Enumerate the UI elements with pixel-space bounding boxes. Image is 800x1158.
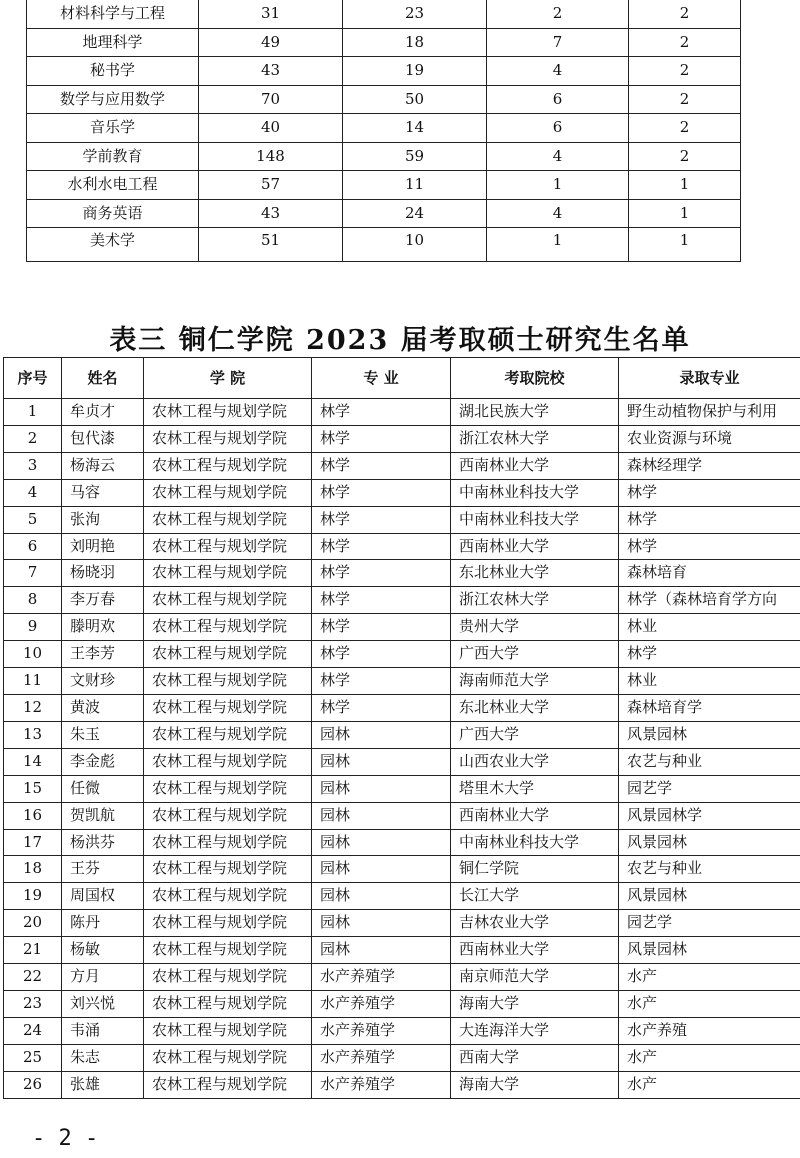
table-row <box>4 748 800 775</box>
student-name-cell: 贺凯航 <box>62 802 144 829</box>
major-cell: 水产养殖学 <box>312 1044 451 1071</box>
index-cell: 2 <box>4 425 62 452</box>
header-index: 序号 <box>4 358 62 399</box>
count-cell: 18 <box>343 28 487 57</box>
student-name-cell: 陈丹 <box>62 910 144 937</box>
major-name-cell: 美术学 <box>27 228 199 262</box>
count-cell: 2 <box>629 0 741 28</box>
index-cell: 10 <box>4 641 62 668</box>
count-cell: 4 <box>487 57 629 86</box>
graduate-admission-table-body <box>4 399 800 1099</box>
count-cell: 148 <box>199 142 343 171</box>
count-cell: 31 <box>199 0 343 28</box>
index-cell: 3 <box>4 452 62 479</box>
major-name-cell: 音乐学 <box>27 114 199 143</box>
college-cell: 农林工程与规划学院 <box>144 1071 312 1098</box>
count-cell: 2 <box>629 142 741 171</box>
admitted-university-cell: 浙江农林大学 <box>451 587 619 614</box>
count-cell: 1 <box>629 199 741 228</box>
table-row <box>4 1017 800 1044</box>
student-name-cell: 杨敏 <box>62 937 144 964</box>
student-name-cell: 王李芳 <box>62 641 144 668</box>
admitted-major-cell: 农艺与种业 <box>619 748 800 775</box>
table-row <box>27 171 741 200</box>
index-cell: 20 <box>4 910 62 937</box>
table-row <box>4 425 800 452</box>
admitted-major-cell: 园艺学 <box>619 775 800 802</box>
major-cell: 林学 <box>312 641 451 668</box>
student-name-cell: 马容 <box>62 479 144 506</box>
count-cell: 11 <box>343 171 487 200</box>
student-name-cell: 杨晓羽 <box>62 560 144 587</box>
table-row <box>27 114 741 143</box>
major-cell: 林学 <box>312 694 451 721</box>
admitted-major-cell: 林学 <box>619 641 800 668</box>
major-name-cell: 水利水电工程 <box>27 171 199 200</box>
student-name-cell: 滕明欢 <box>62 614 144 641</box>
admitted-major-cell: 水产 <box>619 1044 800 1071</box>
index-cell: 19 <box>4 883 62 910</box>
index-cell: 5 <box>4 506 62 533</box>
major-cell: 水产养殖学 <box>312 1071 451 1098</box>
index-cell: 25 <box>4 1044 62 1071</box>
student-name-cell: 朱玉 <box>62 721 144 748</box>
admitted-major-cell: 森林培育 <box>619 560 800 587</box>
table-row <box>27 228 741 262</box>
count-cell: 19 <box>343 57 487 86</box>
student-name-cell: 杨海云 <box>62 452 144 479</box>
admitted-major-cell: 风景园林 <box>619 937 800 964</box>
table-row <box>4 1071 800 1098</box>
count-cell: 43 <box>199 199 343 228</box>
admitted-university-cell: 西南大学 <box>451 1044 619 1071</box>
count-cell: 14 <box>343 114 487 143</box>
index-cell: 26 <box>4 1071 62 1098</box>
admitted-university-cell: 长江大学 <box>451 883 619 910</box>
count-cell: 10 <box>343 228 487 262</box>
table-row <box>4 506 800 533</box>
header-admitted-major: 录取专业 <box>619 358 800 399</box>
table-row <box>4 533 800 560</box>
admitted-major-cell: 风景园林 <box>619 721 800 748</box>
table-row <box>27 28 741 57</box>
index-cell: 21 <box>4 937 62 964</box>
admitted-university-cell: 西南林业大学 <box>451 802 619 829</box>
admitted-university-cell: 广西大学 <box>451 721 619 748</box>
major-cell: 园林 <box>312 856 451 883</box>
graduate-admission-table <box>3 357 800 1099</box>
major-cell: 园林 <box>312 748 451 775</box>
admitted-major-cell: 林学 <box>619 479 800 506</box>
major-cell: 水产养殖学 <box>312 990 451 1017</box>
count-cell: 49 <box>199 28 343 57</box>
index-cell: 8 <box>4 587 62 614</box>
index-cell: 17 <box>4 829 62 856</box>
college-cell: 农林工程与规划学院 <box>144 775 312 802</box>
admitted-university-cell: 中南林业科技大学 <box>451 506 619 533</box>
major-cell: 林学 <box>312 668 451 695</box>
header-major: 专 业 <box>312 358 451 399</box>
table-row <box>4 910 800 937</box>
table-row <box>4 452 800 479</box>
major-cell: 园林 <box>312 937 451 964</box>
major-cell: 园林 <box>312 883 451 910</box>
college-cell: 农林工程与规划学院 <box>144 479 312 506</box>
table-row <box>4 883 800 910</box>
student-name-cell: 任微 <box>62 775 144 802</box>
college-cell: 农林工程与规划学院 <box>144 910 312 937</box>
college-cell: 农林工程与规划学院 <box>144 748 312 775</box>
table-row <box>27 57 741 86</box>
count-cell: 23 <box>343 0 487 28</box>
admitted-major-cell: 森林经理学 <box>619 452 800 479</box>
student-name-cell: 文财珍 <box>62 668 144 695</box>
college-cell: 农林工程与规划学院 <box>144 425 312 452</box>
college-cell: 农林工程与规划学院 <box>144 587 312 614</box>
count-cell: 4 <box>487 199 629 228</box>
header-college: 学 院 <box>144 358 312 399</box>
count-cell: 1 <box>487 171 629 200</box>
admitted-university-cell: 海南大学 <box>451 1071 619 1098</box>
college-cell: 农林工程与规划学院 <box>144 856 312 883</box>
college-cell: 农林工程与规划学院 <box>144 1017 312 1044</box>
count-cell: 1 <box>629 228 741 262</box>
major-cell: 林学 <box>312 399 451 426</box>
college-cell: 农林工程与规划学院 <box>144 668 312 695</box>
count-cell: 2 <box>629 28 741 57</box>
table-row <box>27 85 741 114</box>
college-cell: 农林工程与规划学院 <box>144 990 312 1017</box>
count-cell: 2 <box>629 57 741 86</box>
major-cell: 水产养殖学 <box>312 964 451 991</box>
count-cell: 7 <box>487 28 629 57</box>
college-cell: 农林工程与规划学院 <box>144 641 312 668</box>
index-cell: 11 <box>4 668 62 695</box>
admitted-major-cell: 林业 <box>619 614 800 641</box>
college-cell: 农林工程与规划学院 <box>144 721 312 748</box>
student-name-cell: 刘兴悦 <box>62 990 144 1017</box>
index-cell: 6 <box>4 533 62 560</box>
admitted-major-cell: 森林培育学 <box>619 694 800 721</box>
admitted-major-cell: 水产 <box>619 964 800 991</box>
major-cell: 园林 <box>312 910 451 937</box>
index-cell: 22 <box>4 964 62 991</box>
table-row <box>4 721 800 748</box>
college-cell: 农林工程与规划学院 <box>144 533 312 560</box>
college-cell: 农林工程与规划学院 <box>144 829 312 856</box>
major-name-cell: 商务英语 <box>27 199 199 228</box>
major-cell: 林学 <box>312 479 451 506</box>
table-row <box>4 479 800 506</box>
index-cell: 14 <box>4 748 62 775</box>
student-name-cell: 方月 <box>62 964 144 991</box>
admitted-university-cell: 海南师范大学 <box>451 668 619 695</box>
admitted-major-cell: 农艺与种业 <box>619 856 800 883</box>
student-name-cell: 张洵 <box>62 506 144 533</box>
major-cell: 水产养殖学 <box>312 1017 451 1044</box>
admitted-major-cell: 水产 <box>619 1071 800 1098</box>
college-cell: 农林工程与规划学院 <box>144 694 312 721</box>
admitted-major-cell: 园艺学 <box>619 910 800 937</box>
college-cell: 农林工程与规划学院 <box>144 560 312 587</box>
college-cell: 农林工程与规划学院 <box>144 1044 312 1071</box>
admitted-university-cell: 大连海洋大学 <box>451 1017 619 1044</box>
index-cell: 13 <box>4 721 62 748</box>
student-name-cell: 周国权 <box>62 883 144 910</box>
admitted-major-cell: 水产 <box>619 990 800 1017</box>
major-name-cell: 数学与应用数学 <box>27 85 199 114</box>
count-cell: 2 <box>629 85 741 114</box>
major-name-cell: 学前教育 <box>27 142 199 171</box>
admitted-major-cell: 林学 <box>619 533 800 560</box>
admitted-major-cell: 林学（森林培育学方向 <box>619 587 800 614</box>
table-row <box>4 694 800 721</box>
header-name: 姓名 <box>62 358 144 399</box>
count-cell: 6 <box>487 114 629 143</box>
major-name-cell: 秘书学 <box>27 57 199 86</box>
student-name-cell: 朱志 <box>62 1044 144 1071</box>
admitted-university-cell: 浙江农林大学 <box>451 425 619 452</box>
table-row <box>27 142 741 171</box>
count-cell: 6 <box>487 85 629 114</box>
header-row <box>4 358 800 399</box>
header-admitted-university: 考取院校 <box>451 358 619 399</box>
admitted-university-cell: 海南大学 <box>451 990 619 1017</box>
major-name-cell: 材料科学与工程 <box>27 0 199 28</box>
college-cell: 农林工程与规划学院 <box>144 802 312 829</box>
admitted-major-cell: 野生动植物保护与利用 <box>619 399 800 426</box>
count-cell: 57 <box>199 171 343 200</box>
major-cell: 园林 <box>312 721 451 748</box>
index-cell: 16 <box>4 802 62 829</box>
admitted-university-cell: 西南林业大学 <box>451 533 619 560</box>
table-row <box>4 399 800 426</box>
admitted-major-cell: 林业 <box>619 668 800 695</box>
count-cell: 50 <box>343 85 487 114</box>
admitted-university-cell: 东北林业大学 <box>451 560 619 587</box>
major-cell: 林学 <box>312 533 451 560</box>
table-row <box>4 802 800 829</box>
major-cell: 林学 <box>312 425 451 452</box>
admitted-major-cell: 风景园林学 <box>619 802 800 829</box>
count-cell: 51 <box>199 228 343 262</box>
table-row <box>4 856 800 883</box>
table-row <box>4 641 800 668</box>
college-cell: 农林工程与规划学院 <box>144 937 312 964</box>
student-name-cell: 牟贞才 <box>62 399 144 426</box>
admitted-university-cell: 吉林农业大学 <box>451 910 619 937</box>
index-cell: 15 <box>4 775 62 802</box>
major-stats-table <box>26 0 741 262</box>
admitted-university-cell: 湖北民族大学 <box>451 399 619 426</box>
table-row <box>4 614 800 641</box>
table-row <box>4 587 800 614</box>
student-name-cell: 李万春 <box>62 587 144 614</box>
student-name-cell: 刘明艳 <box>62 533 144 560</box>
admitted-university-cell: 南京师范大学 <box>451 964 619 991</box>
student-name-cell: 王芬 <box>62 856 144 883</box>
index-cell: 24 <box>4 1017 62 1044</box>
student-name-cell: 黄波 <box>62 694 144 721</box>
admitted-university-cell: 中南林业科技大学 <box>451 829 619 856</box>
college-cell: 农林工程与规划学院 <box>144 964 312 991</box>
admitted-major-cell: 水产养殖 <box>619 1017 800 1044</box>
table-row <box>4 990 800 1017</box>
admitted-major-cell: 农业资源与环境 <box>619 425 800 452</box>
student-name-cell: 韦涌 <box>62 1017 144 1044</box>
major-cell: 林学 <box>312 452 451 479</box>
admitted-university-cell: 贵州大学 <box>451 614 619 641</box>
college-cell: 农林工程与规划学院 <box>144 399 312 426</box>
count-cell: 2 <box>629 114 741 143</box>
count-cell: 24 <box>343 199 487 228</box>
count-cell: 40 <box>199 114 343 143</box>
index-cell: 23 <box>4 990 62 1017</box>
index-cell: 4 <box>4 479 62 506</box>
admitted-major-cell: 风景园林 <box>619 829 800 856</box>
admitted-university-cell: 广西大学 <box>451 641 619 668</box>
index-cell: 18 <box>4 856 62 883</box>
student-name-cell: 张雄 <box>62 1071 144 1098</box>
student-name-cell: 包代漆 <box>62 425 144 452</box>
table-row <box>27 199 741 228</box>
count-cell: 2 <box>487 0 629 28</box>
major-cell: 园林 <box>312 829 451 856</box>
major-cell: 林学 <box>312 614 451 641</box>
admitted-university-cell: 西南林业大学 <box>451 452 619 479</box>
admitted-major-cell: 林学 <box>619 506 800 533</box>
count-cell: 70 <box>199 85 343 114</box>
major-cell: 林学 <box>312 587 451 614</box>
table-title: 表三 铜仁学院 2023 届考取硕士研究生名单 <box>109 325 691 356</box>
student-name-cell: 杨洪芬 <box>62 829 144 856</box>
index-cell: 9 <box>4 614 62 641</box>
admitted-university-cell: 东北林业大学 <box>451 694 619 721</box>
count-cell: 43 <box>199 57 343 86</box>
table-row <box>27 0 741 28</box>
table-row <box>4 668 800 695</box>
count-cell: 4 <box>487 142 629 171</box>
count-cell: 59 <box>343 142 487 171</box>
major-cell: 林学 <box>312 560 451 587</box>
table-row <box>4 937 800 964</box>
table-row <box>4 560 800 587</box>
count-cell: 1 <box>629 171 741 200</box>
college-cell: 农林工程与规划学院 <box>144 883 312 910</box>
major-cell: 园林 <box>312 802 451 829</box>
table-row <box>4 775 800 802</box>
admitted-university-cell: 中南林业科技大学 <box>451 479 619 506</box>
index-cell: 12 <box>4 694 62 721</box>
admitted-major-cell: 风景园林 <box>619 883 800 910</box>
table-row <box>4 964 800 991</box>
major-stats-table-body <box>27 0 741 262</box>
admitted-university-cell: 塔里木大学 <box>451 775 619 802</box>
college-cell: 农林工程与规划学院 <box>144 614 312 641</box>
admitted-university-cell: 西南林业大学 <box>451 937 619 964</box>
page-number: - 2 - <box>32 1126 99 1151</box>
index-cell: 7 <box>4 560 62 587</box>
admitted-university-cell: 山西农业大学 <box>451 748 619 775</box>
table-row <box>4 1044 800 1071</box>
major-cell: 园林 <box>312 775 451 802</box>
college-cell: 农林工程与规划学院 <box>144 506 312 533</box>
student-name-cell: 李金彪 <box>62 748 144 775</box>
table-row <box>4 829 800 856</box>
count-cell: 1 <box>487 228 629 262</box>
major-cell: 林学 <box>312 506 451 533</box>
college-cell: 农林工程与规划学院 <box>144 452 312 479</box>
major-name-cell: 地理科学 <box>27 28 199 57</box>
index-cell: 1 <box>4 399 62 426</box>
admitted-university-cell: 铜仁学院 <box>451 856 619 883</box>
